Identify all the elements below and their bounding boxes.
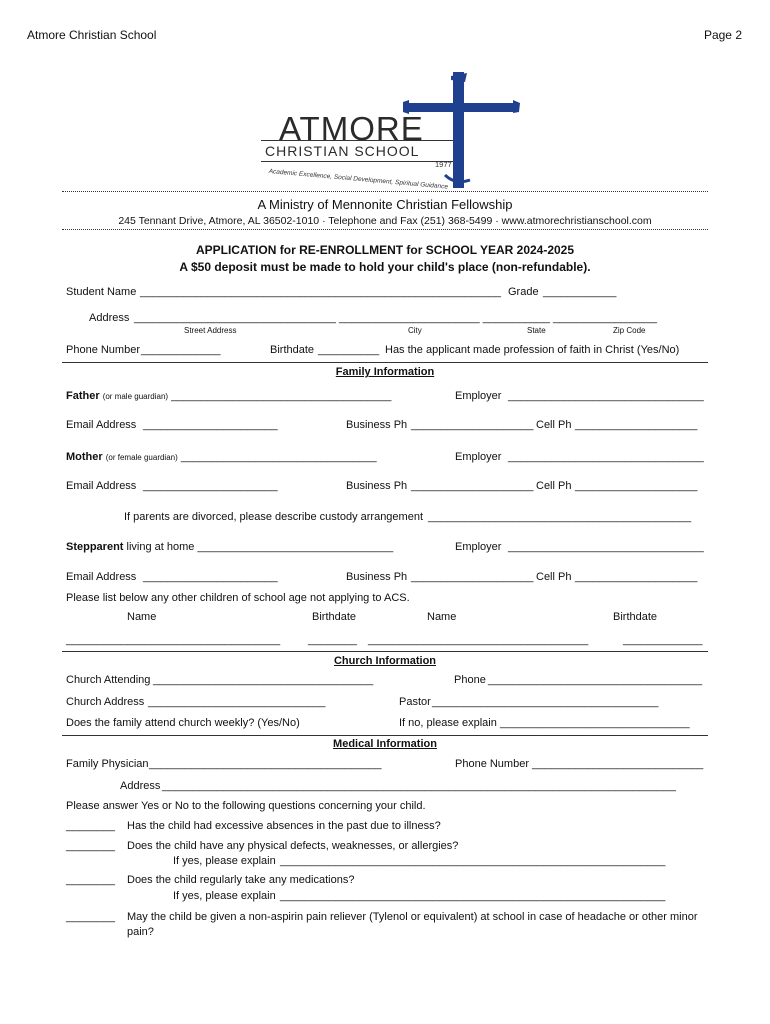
application-title: APPLICATION for RE-ENROLLMENT for SCHOOL YEAR 2024-2025 bbox=[195, 243, 575, 257]
physician-label: Family Physician bbox=[66, 758, 149, 770]
stepparent-field[interactable]: ________________________________ bbox=[197, 541, 394, 553]
other-children-instructions: Please list below any other children of school age not applying to ACS. bbox=[66, 592, 410, 604]
stepparent-label: Stepparent bbox=[66, 541, 124, 553]
step-cell-label: Cell Ph bbox=[536, 571, 572, 583]
grade-field[interactable]: ____________ bbox=[543, 286, 617, 298]
mother-business-field[interactable]: ____________________ bbox=[411, 480, 534, 492]
mother-employer-field[interactable]: ________________________________ bbox=[508, 451, 704, 463]
custody-field[interactable]: ___________________________________________ bbox=[428, 511, 692, 523]
medical-info-heading: Medical Information bbox=[333, 738, 437, 750]
if-no-explain-field[interactable]: _______________________________ bbox=[500, 717, 690, 729]
father-note: (or male guardian) bbox=[102, 392, 169, 401]
school-address-line: 245 Tennant Drive, Atmore, AL 36502-1010 · Telephone and Fax (251) 368-5499 · www.atmorechristianschool.com bbox=[118, 215, 652, 227]
q4-answer-field[interactable]: ________ bbox=[66, 911, 115, 923]
father-employer-label: Employer bbox=[455, 390, 502, 402]
family-info-heading: Family Information bbox=[335, 366, 435, 378]
step-employer-field[interactable]: ________________________________ bbox=[508, 541, 704, 553]
father-employer-field[interactable]: ________________________________ bbox=[508, 390, 704, 402]
student-name-field[interactable]: ___________________________________________________________ bbox=[140, 286, 501, 298]
physician-address-label: Address bbox=[120, 780, 161, 792]
mother-email-label: Email Address bbox=[66, 480, 137, 492]
state-caption: State bbox=[527, 326, 546, 335]
q3-explain-field[interactable]: _______________________________________________________________ bbox=[280, 890, 666, 902]
church-address-label: Church Address bbox=[66, 696, 145, 708]
birthdate-label: Birthdate bbox=[270, 344, 315, 356]
father-business-field[interactable]: ____________________ bbox=[411, 419, 534, 431]
mother-business-label: Business Ph bbox=[346, 480, 408, 492]
physician-address-field[interactable]: ____________________________________________________________________________________ bbox=[162, 780, 676, 792]
father-email-label: Email Address bbox=[66, 419, 137, 431]
step-business-label: Business Ph bbox=[346, 571, 408, 583]
child-name-header-1: Name bbox=[127, 611, 157, 623]
birthdate-field[interactable]: __________ bbox=[318, 344, 380, 356]
q2-answer-field[interactable]: ________ bbox=[66, 840, 115, 852]
q3-if-yes-label: If yes, please explain bbox=[173, 890, 276, 902]
medical-instructions: Please answer Yes or No to the following questions concerning your child. bbox=[66, 800, 426, 812]
step-email-label: Email Address bbox=[66, 571, 137, 583]
page-number: Page 2 bbox=[703, 28, 742, 42]
weekly-attendance-question: Does the family attend church weekly? (Yes/No) bbox=[66, 717, 300, 729]
child-birthdate-header-2: Birthdate bbox=[613, 611, 658, 623]
physician-phone-field[interactable]: ____________________________ bbox=[532, 758, 704, 770]
physician-phone-label: Phone Number bbox=[455, 758, 529, 770]
q1-text: Has the child had excessive absences in the past due to illness? bbox=[127, 820, 441, 832]
mother-label: Mother bbox=[66, 451, 103, 463]
father-business-label: Business Ph bbox=[346, 419, 408, 431]
school-logo bbox=[255, 70, 525, 190]
church-attending-label: Church Attending bbox=[66, 674, 151, 686]
church-address-field[interactable]: _____________________________ bbox=[148, 696, 326, 708]
student-address-field[interactable]: _________________________________ _______________________ ___________ _________________ bbox=[134, 312, 658, 324]
street-address-caption: Street Address bbox=[184, 326, 237, 335]
step-employer-label: Employer bbox=[455, 541, 502, 553]
mother-email-field[interactable]: ______________________ bbox=[143, 480, 278, 492]
church-phone-label: Phone bbox=[454, 674, 486, 686]
city-caption: City bbox=[408, 326, 422, 335]
father-cell-label: Cell Ph bbox=[536, 419, 572, 431]
logo-tagline: Academic Excellence, Social Development, Spiritual Guidance bbox=[268, 168, 449, 191]
church-info-heading: Church Information bbox=[333, 655, 437, 667]
child-birthdate-field-2[interactable]: _____________ bbox=[623, 634, 703, 646]
deposit-notice: A $50 deposit must be made to hold your child's place (non-refundable). bbox=[179, 260, 591, 274]
child-name-field-1[interactable]: ___________________________________ bbox=[66, 634, 281, 646]
church-attending-field[interactable]: ____________________________________ bbox=[153, 674, 374, 686]
q2-text: Does the child have any physical defects, weaknesses, or allergies? bbox=[127, 840, 459, 852]
stepparent-suffix: living at home bbox=[126, 541, 195, 553]
student-phone-label: Phone Number bbox=[66, 344, 140, 356]
father-label: Father bbox=[66, 390, 100, 402]
q3-answer-field[interactable]: ________ bbox=[66, 874, 115, 886]
father-email-field[interactable]: ______________________ bbox=[143, 419, 278, 431]
mother-cell-field[interactable]: ____________________ bbox=[575, 480, 698, 492]
church-phone-field[interactable]: ___________________________________ bbox=[488, 674, 703, 686]
step-business-field[interactable]: ____________________ bbox=[411, 571, 534, 583]
q4-text-line1: May the child be given a non-aspirin pain reliever (Tylenol or equivalent) at school in case of headache or other minor bbox=[127, 911, 698, 923]
mother-note: (or female guardian) bbox=[105, 453, 178, 462]
child-name-header-2: Name bbox=[427, 611, 457, 623]
logo-atmore: ATMORE bbox=[279, 110, 424, 147]
pastor-field[interactable]: _____________________________________ bbox=[432, 696, 659, 708]
physician-field[interactable]: ______________________________________ bbox=[149, 758, 382, 770]
child-birthdate-field-1[interactable]: ________ bbox=[308, 634, 357, 646]
q2-if-yes-label: If yes, please explain bbox=[173, 855, 276, 867]
q2-explain-field[interactable]: _______________________________________________________________ bbox=[280, 855, 666, 867]
custody-label: If parents are divorced, please describe custody arrangement bbox=[124, 511, 423, 523]
mother-employer-label: Employer bbox=[455, 451, 502, 463]
father-cell-field[interactable]: ____________________ bbox=[575, 419, 698, 431]
logo-christian-school: CHRISTIAN SCHOOL bbox=[265, 143, 420, 159]
step-cell-field[interactable]: ____________________ bbox=[575, 571, 698, 583]
header-school-name: Atmore Christian School bbox=[27, 28, 157, 42]
child-name-field-2[interactable]: ____________________________________ bbox=[368, 634, 589, 646]
logo-year: 1977 bbox=[435, 160, 452, 169]
q3-text: Does the child regularly take any medications? bbox=[127, 874, 355, 886]
father-field[interactable]: ____________________________________ bbox=[171, 390, 392, 402]
zip-caption: Zip Code bbox=[613, 326, 646, 335]
pastor-label: Pastor bbox=[399, 696, 431, 708]
q4-text-line2: pain? bbox=[127, 926, 154, 938]
mother-cell-label: Cell Ph bbox=[536, 480, 572, 492]
student-name-label: Student Name bbox=[66, 286, 137, 298]
student-address-label: Address bbox=[89, 312, 130, 324]
child-birthdate-header-1: Birthdate bbox=[312, 611, 357, 623]
q1-answer-field[interactable]: ________ bbox=[66, 820, 115, 832]
grade-label: Grade bbox=[508, 286, 539, 298]
if-no-explain-label: If no, please explain bbox=[399, 717, 497, 729]
ministry-line: A Ministry of Mennonite Christian Fellowship bbox=[257, 197, 513, 212]
mother-field[interactable]: ________________________________ bbox=[180, 451, 377, 463]
step-email-field[interactable]: ______________________ bbox=[143, 571, 278, 583]
student-phone-field[interactable]: _____________ bbox=[141, 344, 221, 356]
faith-question: Has the applicant made profession of faith in Christ (Yes/No) bbox=[385, 344, 680, 356]
